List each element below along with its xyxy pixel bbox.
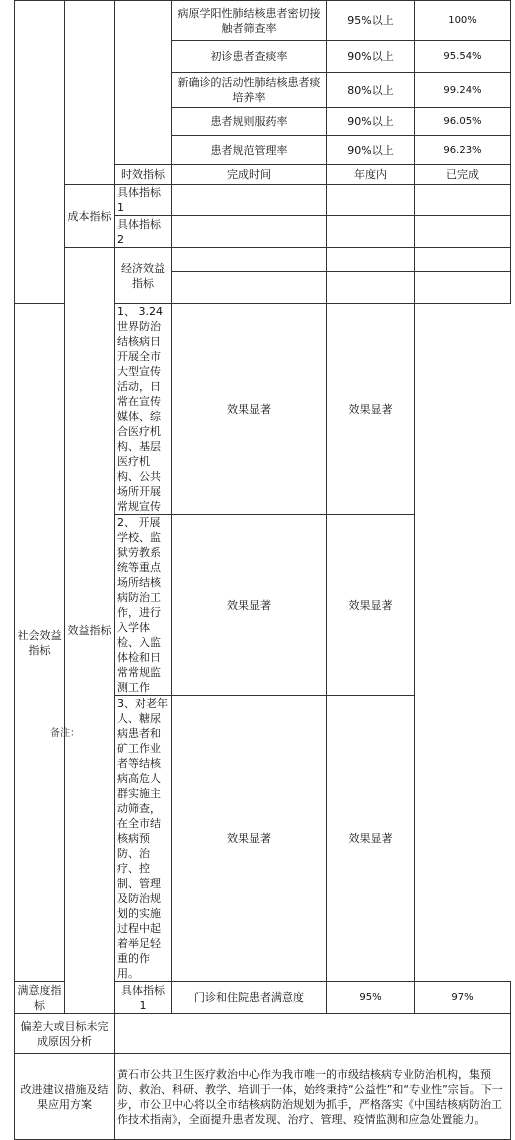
social-item-text: 1、 3.24世界防治结核病日开展全市大型宣传活动，日常在宣传媒体、综合医疗机构、基层医疗机构、公共场所开展常规宣传: [115, 304, 172, 515]
improvement-label: 改进建议措施及结果应用方案: [15, 1054, 115, 1140]
table-row: [15, 248, 511, 272]
target-value: 95%以上: [327, 1, 415, 41]
footer-note: 备注：: [50, 728, 80, 739]
target-value: 效果显著: [172, 304, 327, 515]
indicator-name: 患者规范管理率: [172, 136, 327, 165]
target-value: 95%: [327, 982, 415, 1014]
indicator-name: 病原学阳性肺结核患者密切接触者筛查率: [172, 1, 327, 41]
level2-cell-blank: [65, 1, 115, 185]
benefit-category: 效益指标: [65, 248, 115, 1014]
indicator-name: 完成时间: [172, 165, 327, 185]
actual-value: 96.23%: [415, 136, 511, 165]
indicator-name: 门诊和住院患者满意度: [172, 982, 327, 1014]
social-item-text: 2、 开展学校、监狱劳教系统等重点场所结核病防治工作，进行入学体检、入监体检和日常常规监测工作: [115, 515, 172, 696]
social-category: 社会效益指标: [15, 304, 65, 982]
actual-value: 100%: [415, 1, 511, 41]
actual-value: 效果显著: [327, 696, 415, 982]
satisfaction-item: 具体指标 1: [115, 982, 172, 1014]
level1-cell-blank: [15, 1, 65, 304]
table-row: [15, 1, 511, 41]
cost-item-2: 具体指标 2: [115, 216, 172, 248]
performance-table: [14, 0, 511, 1140]
target-value: 年度内: [327, 165, 415, 185]
level3-cell-blank: [115, 1, 172, 165]
indicator-name: 初诊患者查痰率: [172, 41, 327, 73]
social-item-text: 3、对老年人、糖尿病患者和矿工作业者等结核病高危人群实施主动筛查，在全市结核病预防、治疗、控制、管理及防治规划的实施过程中起着举足轻重的作用。: [115, 696, 172, 982]
actual-value: 已完成: [415, 165, 511, 185]
target-value: 80%以上: [327, 73, 415, 108]
actual-value: 97%: [415, 982, 511, 1014]
cost-item-1: 具体指标 1: [115, 185, 172, 216]
actual-value: 99.24%: [415, 73, 511, 108]
actual-value: 效果显著: [327, 304, 415, 515]
deviation-label: 偏差大或目标未完成原因分析: [15, 1014, 115, 1054]
table-row: [15, 1014, 511, 1054]
deviation-content: [115, 1014, 511, 1054]
table-row: [15, 1054, 511, 1140]
satisfaction-category: 满意度指标: [15, 982, 65, 1014]
table-row: [15, 185, 511, 216]
actual-value: 96.05%: [415, 108, 511, 136]
economic-category: 经济效益指标: [115, 248, 172, 304]
target-value: 效果显著: [172, 515, 327, 696]
target-value: 90%以上: [327, 108, 415, 136]
timeliness-category: 时效指标: [115, 165, 172, 185]
target-value: 90%以上: [327, 136, 415, 165]
target-value: 效果显著: [172, 696, 327, 982]
improvement-text: 黄石市公共卫生医疗救治中心作为我市唯一的市级结核病专业防治机构，集预防、救治、科研、教学、培训于一体，始终秉持“公益性”和“专业性”宗旨。下一步，市公卫中心将以全市结核病防治规划为抓手，严格落实《中国结核病防治工作技术指南》，全面提升患者发现、治疗、管理、疫情监测和应急处置能力。: [115, 1054, 511, 1140]
actual-value: 95.54%: [415, 41, 511, 73]
target-value: 90%以上: [327, 41, 415, 73]
actual-value: 效果显著: [327, 515, 415, 696]
cost-category: 成本指标: [65, 185, 115, 248]
indicator-name: 患者规则服药率: [172, 108, 327, 136]
indicator-name: 新确诊的活动性肺结核患者痰培养率: [172, 73, 327, 108]
